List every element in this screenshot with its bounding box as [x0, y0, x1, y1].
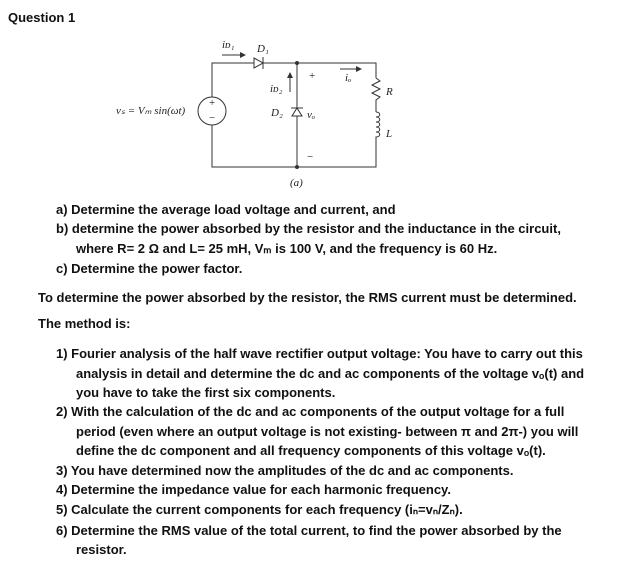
diode-d2 — [292, 108, 302, 116]
part-b: b) determine the power absorbed by the resistor and the inductance in the circuit, — [56, 221, 561, 236]
step-1-cont: you have to take the first six components. — [76, 385, 336, 400]
svg-text:+: + — [309, 70, 316, 82]
part-a: a) Determine the average load voltage and current, and — [56, 202, 396, 217]
part-b-cont: where R= 2 Ω and L= 25 mH, Vₘ is 100 V, and the frequency is 60 Hz. — [76, 241, 498, 256]
step-2-cont: period (even where an output voltage is not existing- between π and 2π-) you will — [76, 424, 579, 439]
svg-text:−: − — [307, 151, 314, 163]
svg-text:iₒ: iₒ — [345, 72, 352, 84]
step-6-cont: resistor. — [76, 542, 127, 557]
step-1: 1) Fourier analysis of the half wave rectifier output voltage: You have to carry out this — [56, 346, 583, 361]
svg-text:L: L — [386, 128, 393, 140]
arrow-icon — [287, 72, 293, 78]
step-6: 6) Determine the RMS value of the total current, to find the power absorbed by the — [56, 523, 562, 538]
diode-d1 — [254, 58, 263, 68]
intro-text: To determine the power absorbed by the resistor, the RMS current must be determined. — [38, 290, 577, 305]
svg-text:iᴅ₁: iᴅ₁ — [222, 39, 235, 51]
arrow-icon — [356, 66, 362, 72]
svg-text:D₂: D₂ — [271, 107, 283, 119]
question-title: Question 1 — [8, 10, 76, 25]
svg-text:iᴅ₂: iᴅ₂ — [270, 83, 283, 95]
arrow-icon — [240, 52, 246, 58]
svg-text:(a): (a) — [290, 177, 303, 189]
svg-text:R: R — [386, 86, 393, 98]
svg-text:+: + — [209, 97, 216, 109]
step-3: 3) You have determined now the amplitudes of the dc and ac components. — [56, 463, 514, 478]
step-4: 4) Determine the impedance value for each harmonic frequency. — [56, 482, 451, 497]
resistor — [372, 78, 380, 112]
circuit-diagram — [0, 0, 633, 200]
svg-text:vₒ: vₒ — [307, 109, 316, 121]
svg-text:−: − — [209, 112, 216, 124]
step-2-cont: define the dc component and all frequency components of this voltage vₒ(t). — [76, 443, 546, 458]
svg-text:D₁: D₁ — [257, 43, 269, 55]
inductor — [376, 112, 380, 143]
source-label: vₛ = Vₘ sin(ωt) — [116, 105, 186, 117]
step-5: 5) Calculate the current components for each frequency (iₙ=vₙ/Zₙ). — [56, 502, 463, 517]
method-heading: The method is: — [38, 316, 131, 331]
step-2: 2) With the calculation of the dc and ac components of the output voltage for a full — [56, 404, 565, 419]
step-1-cont: analysis in detail and determine the dc and ac components of the voltage vₒ(t) and — [76, 366, 585, 381]
part-c: c) Determine the power factor. — [56, 261, 243, 276]
